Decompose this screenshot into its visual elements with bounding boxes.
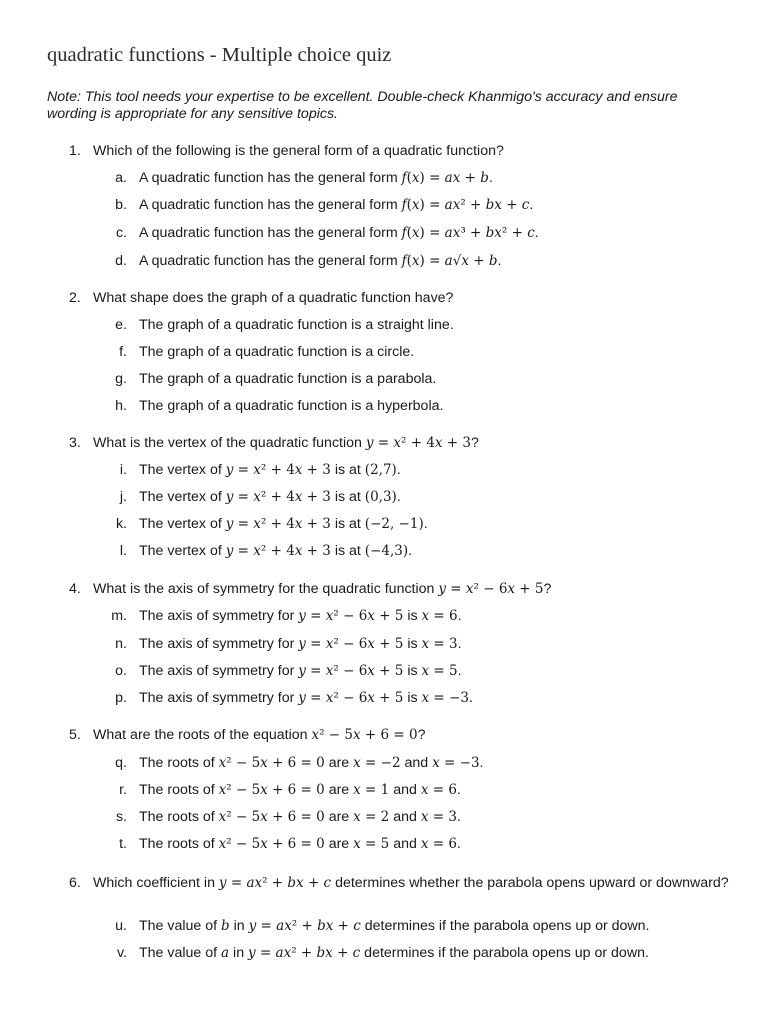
math-expression: 𝑓(𝑥) = 𝑎𝑥³ + 𝑏𝑥² + 𝑐 (401, 225, 535, 241)
text-run: The graph of a quadratic function is a circle. (139, 344, 415, 360)
text-run: The axis of symmetry for (139, 690, 299, 706)
text-run: The vertex of (139, 462, 226, 478)
text-run: determines if the parabola opens up or down. (360, 918, 650, 934)
math-expression: 𝑥 = 6 (420, 782, 457, 798)
math-expression: 𝑥² − 5𝑥 + 6 = 0 (311, 727, 418, 743)
text-run: . (457, 608, 462, 624)
option-text (139, 462, 401, 478)
math-expression: 𝑥 = 3 (420, 809, 457, 825)
option-text (139, 782, 461, 798)
text-run: A quadratic function has the general form (139, 253, 402, 269)
option-text (139, 489, 401, 505)
text-run: The roots of (139, 782, 219, 798)
math-expression: 𝑥² − 5𝑥 + 6 = 0 (218, 836, 325, 852)
text-run: The graph of a quadratic function is a parabola. (139, 371, 437, 387)
math-expression: 𝑦 = 𝑎𝑥² + 𝑏𝑥 + 𝑐 (248, 945, 361, 961)
math-expression: 𝑥² − 5𝑥 + 6 = 0 (218, 809, 325, 825)
text-run: The graph of a quadratic function is a straight line. (139, 317, 454, 333)
text-run: The roots of (139, 755, 219, 771)
text-run: . (457, 663, 462, 679)
math-expression: 𝑦 = 𝑥² + 4𝑥 + 3 (365, 435, 472, 451)
math-expression: 𝑓(𝑥) = 𝑎𝑥² + 𝑏𝑥 + 𝑐 (401, 197, 530, 213)
text-run: is (403, 663, 422, 679)
text-run: A quadratic function has the general form (139, 170, 402, 186)
math-expression: 𝑦 = 𝑥² + 4𝑥 + 3 (225, 516, 331, 532)
option-text (139, 197, 533, 213)
math-expression: 𝑦 = 𝑥² − 6𝑥 + 5 (298, 608, 404, 624)
math-expression: (−4,3) (364, 543, 409, 559)
text-run: determines whether the parabola opens upward or downward? (331, 875, 729, 891)
text-run: in (229, 945, 249, 961)
text-run: . (529, 197, 534, 213)
option-letter: f. (119, 344, 127, 360)
text-run: are (324, 809, 354, 825)
text-run: . (396, 489, 401, 505)
option-text (139, 225, 539, 241)
math-expression: 𝑥² − 5𝑥 + 6 = 0 (218, 782, 325, 798)
option-letter: v. (117, 945, 127, 961)
text-run: . (479, 755, 484, 771)
text-run: The axis of symmetry for (139, 636, 299, 652)
text-run: Which coefficient in (93, 875, 219, 891)
text-run: are (324, 836, 354, 852)
text-run: A quadratic function has the general form (139, 197, 402, 213)
math-expression: 𝑥 = 6 (421, 608, 458, 624)
option-letter: c. (115, 225, 127, 241)
question-text (93, 435, 733, 451)
question-text (93, 875, 733, 891)
text-run: The graph of a quadratic function is a hyperbola. (139, 398, 444, 414)
math-expression: 𝑦 = 𝑥² − 6𝑥 + 5 (438, 581, 544, 597)
question-text (93, 727, 733, 743)
option-text (139, 543, 412, 559)
math-expression: 𝑦 = 𝑥² + 4𝑥 + 3 (225, 462, 331, 478)
option-letter: r. (119, 782, 127, 798)
option-letter: t. (119, 836, 127, 852)
question-number: 3. (69, 435, 81, 451)
text-run: is at (330, 543, 365, 559)
text-run: determines if the parabola opens up or down. (360, 945, 649, 961)
text-run: . (423, 516, 428, 532)
text-run: is (403, 608, 422, 624)
text-run: is at (330, 489, 365, 505)
option-text (139, 371, 436, 387)
option-letter: l. (119, 543, 127, 559)
option-text (139, 836, 461, 852)
math-expression: 𝑦 = 𝑎𝑥² + 𝑏𝑥 + 𝑐 (248, 918, 361, 934)
text-run: in (229, 918, 249, 934)
option-letter: b. (115, 197, 127, 213)
option-text (139, 170, 493, 186)
option-text (139, 253, 501, 269)
math-expression: (0,3) (364, 489, 397, 505)
question-text (93, 581, 733, 597)
text-run: and (389, 809, 421, 825)
text-run: is (403, 636, 422, 652)
text-run: . (468, 690, 473, 706)
option-letter: p. (115, 690, 127, 706)
option-letter: n. (115, 636, 127, 652)
text-run: The value of (139, 945, 222, 961)
option-letter: e. (115, 317, 127, 333)
question-number: 1. (69, 143, 81, 159)
math-expression: 𝑦 = 𝑥² + 4𝑥 + 3 (225, 543, 331, 559)
text-run: The roots of (139, 809, 219, 825)
question-number: 4. (69, 581, 81, 597)
option-text (139, 516, 428, 532)
option-text (139, 663, 462, 679)
option-letter: h. (115, 398, 127, 414)
option-letter: i. (119, 462, 127, 478)
text-run: The roots of (139, 836, 219, 852)
math-expression: 𝑥 = 5 (353, 836, 390, 852)
text-run: ? (471, 435, 479, 451)
text-run: What is the vertex of the quadratic function (93, 435, 366, 451)
page-title: quadratic functions - Multiple choice quiz (47, 44, 392, 66)
text-run: The vertex of (139, 543, 226, 559)
option-text (139, 809, 461, 825)
option-letter: k. (115, 516, 127, 532)
math-expression: (−2, −1) (364, 516, 424, 532)
option-letter: s. (115, 809, 127, 825)
math-expression: 𝑏 (221, 918, 230, 934)
option-text (139, 317, 454, 333)
math-expression: 𝑥 = 3 (421, 636, 458, 652)
option-letter: j. (119, 489, 127, 505)
text-run: A quadratic function has the general form (139, 225, 402, 241)
text-run: Which of the following is the general form of a quadratic function? (93, 143, 504, 159)
text-run: The axis of symmetry for (139, 608, 299, 624)
option-letter: u. (115, 918, 127, 934)
text-run: What shape does the graph of a quadratic function have? (93, 290, 454, 306)
math-expression: 𝑥² − 5𝑥 + 6 = 0 (218, 755, 325, 771)
question-number: 5. (69, 727, 81, 743)
text-run: . (534, 225, 539, 241)
option-letter: q. (115, 755, 127, 771)
text-run: are (324, 782, 354, 798)
text-run: The axis of symmetry for (139, 663, 299, 679)
question-number: 6. (69, 875, 81, 891)
disclaimer-note: Note: This tool needs your expertise to be excellent. Double-check Khanmigo's accuracy and ensure wording is appropriate for any sensitive topics. (47, 89, 678, 122)
math-expression: (2,7) (364, 462, 397, 478)
option-text (139, 608, 462, 624)
math-expression: 𝑥 = 1 (353, 782, 390, 798)
text-run: . (456, 782, 461, 798)
question-text (93, 143, 733, 159)
option-text (139, 344, 414, 360)
math-expression: 𝑦 = 𝑎𝑥² + 𝑏𝑥 + 𝑐 (218, 875, 332, 891)
question-text (93, 290, 733, 306)
text-run: ? (543, 581, 552, 597)
text-run: is at (330, 516, 365, 532)
math-expression: 𝑦 = 𝑥² + 4𝑥 + 3 (225, 489, 331, 505)
math-expression: 𝑥 = 6 (420, 836, 457, 852)
option-text (139, 636, 462, 652)
math-expression: 𝑓(𝑥) = 𝑎√𝑥 + 𝑏 (401, 253, 498, 269)
math-expression: 𝑥 = −3 (432, 755, 480, 771)
text-run: are (324, 755, 354, 771)
math-expression: 𝑥 = 2 (353, 809, 390, 825)
text-run: The vertex of (139, 489, 226, 505)
option-text (139, 945, 649, 961)
text-run: What is the axis of symmetry for the quadratic function (93, 581, 439, 597)
question-number: 2. (69, 290, 81, 306)
text-run: ? (417, 727, 426, 743)
option-letter: a. (115, 170, 127, 186)
text-run: . (456, 836, 461, 852)
text-run: is at (330, 462, 365, 478)
option-letter: d. (115, 253, 127, 269)
option-text (139, 755, 484, 771)
math-expression: 𝑥 = −3 (421, 690, 469, 706)
text-run: What are the roots of the equation (93, 727, 312, 743)
text-run: is (403, 690, 422, 706)
text-run: . (456, 809, 461, 825)
option-text (139, 918, 650, 934)
text-run: and (389, 782, 421, 798)
text-run: . (396, 462, 401, 478)
text-run: . (497, 253, 502, 269)
text-run: . (457, 636, 462, 652)
option-text (139, 398, 443, 414)
math-expression: 𝑥 = 5 (421, 663, 458, 679)
math-expression: 𝑦 = 𝑥² − 6𝑥 + 5 (298, 690, 404, 706)
text-run: and (400, 755, 433, 771)
option-text (139, 690, 473, 706)
math-expression: 𝑎 (221, 945, 230, 961)
text-run: The value of (139, 918, 222, 934)
math-expression: 𝑦 = 𝑥² − 6𝑥 + 5 (298, 663, 404, 679)
option-letter: m. (111, 608, 127, 624)
text-run: The vertex of (139, 516, 226, 532)
text-run: and (389, 836, 421, 852)
math-expression: 𝑦 = 𝑥² − 6𝑥 + 5 (298, 636, 404, 652)
option-letter: g. (115, 371, 127, 387)
math-expression: 𝑓(𝑥) = 𝑎𝑥 + 𝑏 (401, 170, 489, 186)
text-run: . (408, 543, 413, 559)
math-expression: 𝑥 = −2 (353, 755, 401, 771)
option-letter: o. (115, 663, 127, 679)
text-run: . (488, 170, 493, 186)
